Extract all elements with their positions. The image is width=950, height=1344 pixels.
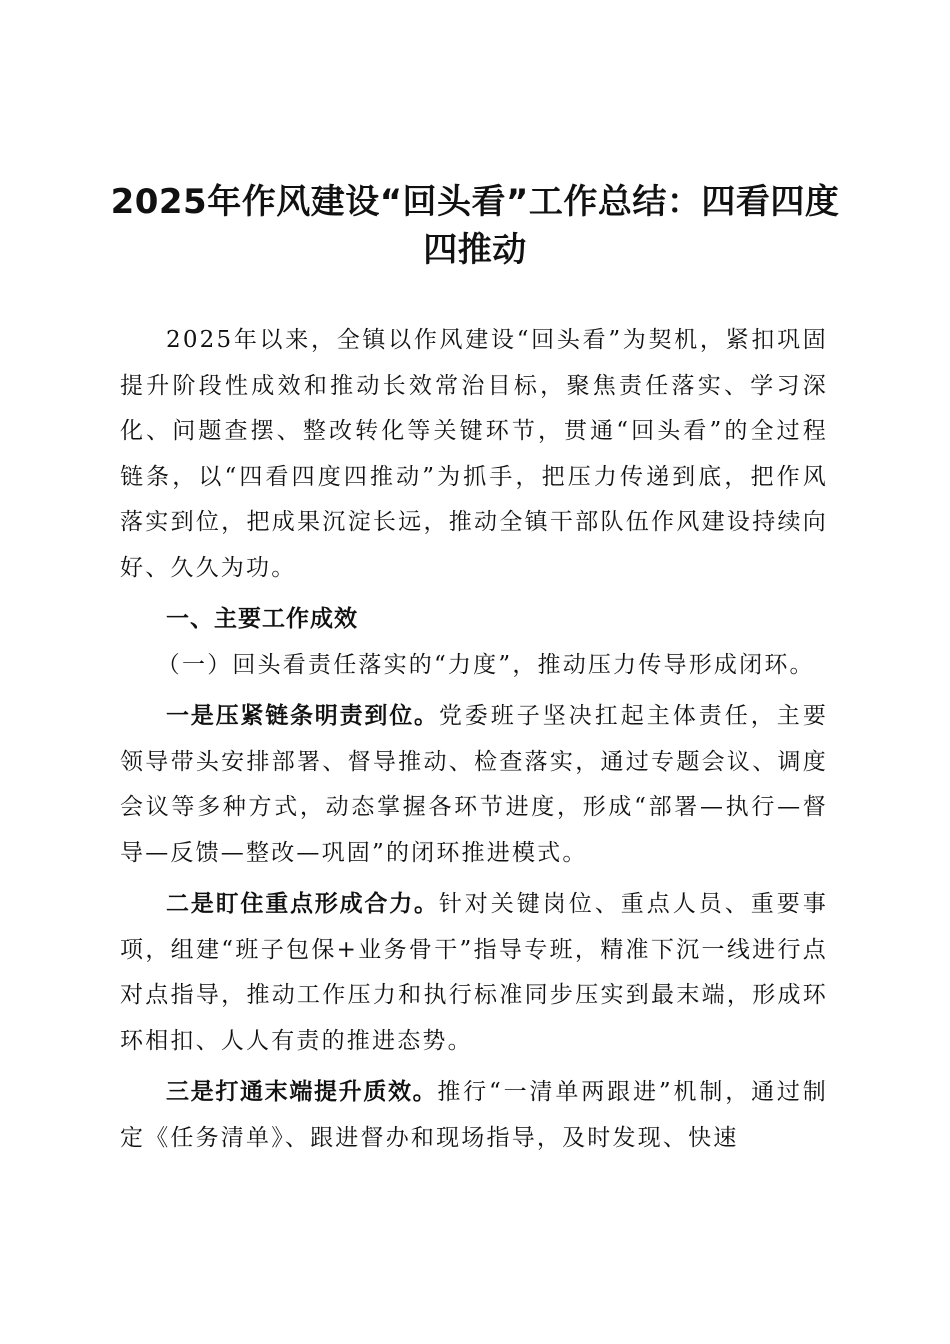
point-lead-3: 三是打通末端提升质效。 [166,1079,438,1105]
point-lead-2: 二是盯住重点形成合力。 [166,891,439,917]
document-body [120,318,828,1161]
point-lead-1: 一是压紧链条明责到位。 [166,703,439,729]
point-paragraph-1 [120,694,828,876]
point-text-1: 党委班子坚决扛起主体责任，主要领导带头安排部署、督导推动、检查落实，通过专题会议、调度会议等多种方式，动态掌握各环节进度，形成“部署—执行—督导—反馈—整改—巩固”的闭环推进模式。 [120,703,829,866]
intro-paragraph: 2025年以来，全镇以作风建设“回头看”为契机，紧扣巩固提升阶段性成效和推动长效常治目标，聚焦责任落实、学习深化、问题查摆、整改转化等关键环节，贯通“回头看”的全过程链条，以“四看四度四推动”为抓手，把压力传递到底，把作风落实到位，把成果沉淀长远，推动全镇干部队伍作风建设持续向好、久久为功。 [120,327,828,581]
point-text-3: 推行“一清单两跟进”机制，通过制定《任务清单》、跟进督办和现场指导，及时发现、快速 [120,1079,828,1151]
point-paragraph-2 [120,882,828,1064]
point-text-2: 针对关键岗位、重点人员、重要事项，组建“班子包保+业务骨干”指导专班，精准下沉一线进行点对点指导，推动工作压力和执行标准同步压实到最末端，形成环环相扣、人人有责的推进态势。 [120,891,829,1054]
subsection-heading: （一）回头看责任落实的“力度”，推动压力传导形成闭环。 [156,651,815,678]
document-title: 2025年作风建设“回头看”工作总结：四看四度四推动 [110,182,840,270]
section-heading: 一、主要工作成效 [166,606,358,632]
point-paragraph-3 [120,1070,828,1161]
